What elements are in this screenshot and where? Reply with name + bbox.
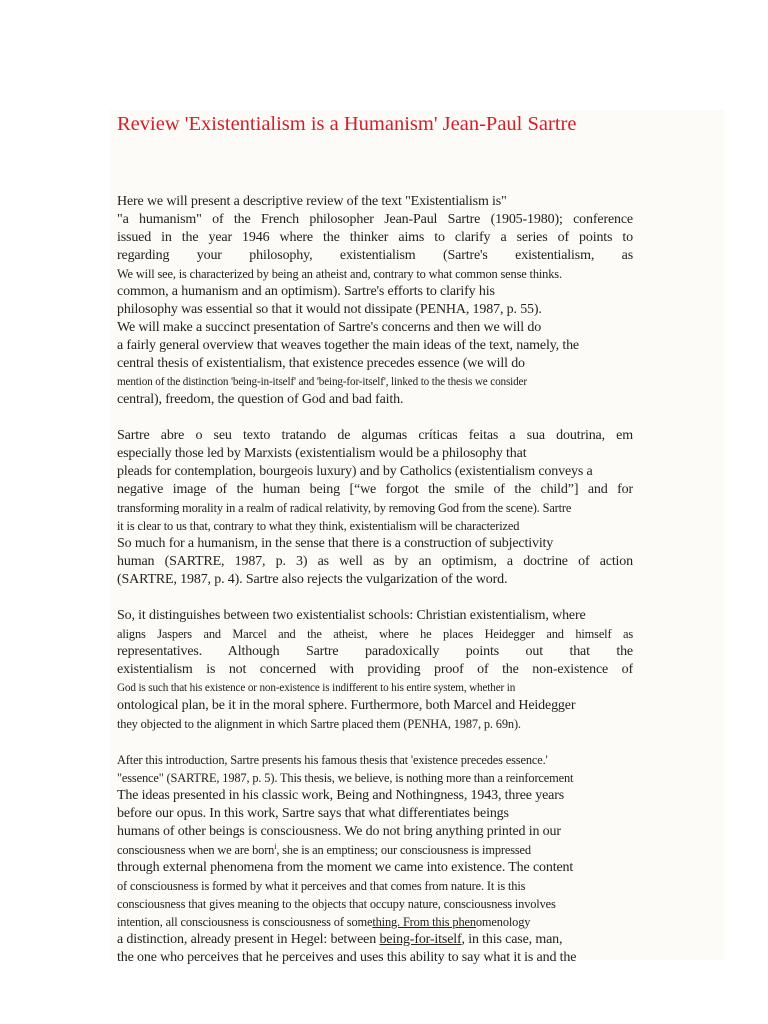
text-line: representatives. Although Sartre paradoxically points out that the	[117, 644, 633, 659]
text-segment: consciousness when we are born	[117, 843, 275, 857]
text-line: So much for a humanism, in the sense that there is a construction of subjectivity	[117, 536, 554, 551]
paragraph-4	[117, 751, 633, 967]
text-line: a fairly general overview that weaves together the main ideas of the text, namely, the	[117, 338, 579, 353]
text-line: The ideas presented in his classic work, Being and Nothingness, 1943, three years	[117, 788, 565, 803]
text-line	[117, 841, 633, 859]
text-line	[117, 931, 633, 949]
footnote-marker[interactable]: i	[274, 841, 277, 851]
text-line: regarding your philosophy, existentialism (Sartre's existentialism, as	[117, 248, 633, 263]
paragraph-3	[117, 607, 633, 733]
text-line: We will make a succinct presentation of Sartre's concerns and then we will do	[117, 320, 542, 335]
text-line: aligns Jaspers and Marcel and the atheist, where he places Heidegger and himself as	[117, 627, 633, 641]
text-line: before our opus. In this work, Sartre says that what differentiates beings	[117, 806, 509, 821]
text-line: After this introduction, Sartre presents his famous thesis that 'existence precedes essence.'	[117, 753, 548, 767]
underlined-text: being-for-itself	[379, 932, 462, 947]
text-line: God is such that his existence or non-existence is indifferent to his entire system, whether in	[117, 682, 516, 694]
text-line: negative image of the human being [“we forgot the smile of the child”] and for	[117, 482, 633, 497]
text-line: transforming morality in a realm of radical relativity, by removing God from the scene). Sartre	[117, 501, 572, 515]
text-line: existentialism is not concerned with providing proof of the non-existence of	[117, 662, 633, 677]
text-line: (SARTRE, 1987, p. 4). Sartre also rejects the vulgarization of the word.	[117, 572, 508, 587]
text-line: human (SARTRE, 1987, p. 3) as well as by an optimism, a doctrine of action	[117, 554, 633, 569]
text-line: So, it distinguishes between two existentialist schools: Christian existentialism, where	[117, 608, 586, 623]
text-line: it is clear to us that, contrary to what they think, existentialism will be characterized	[117, 519, 520, 533]
text-line: of consciousness is formed by what it perceives and that comes from nature. It is this	[117, 879, 526, 893]
paragraph-1	[117, 193, 633, 409]
underlined-text: thing. From this phen	[372, 915, 476, 929]
text-line: ontological plan, be it in the moral sphere. Furthermore, both Marcel and Heidegger	[117, 698, 576, 713]
text-line: mention of the distinction 'being-in-itself' and 'being-for-itself', linked to the thesis we consider	[117, 376, 527, 388]
document-title: Review 'Existentialism is a Humanism' Jean-Paul Sartre	[117, 113, 577, 135]
text-line	[117, 913, 633, 931]
text-line: "a humanism" of the French philosopher Jean-Paul Sartre (1905-1980); conference	[117, 212, 633, 227]
text-line: humans of other beings is consciousness. We do not bring anything printed in our	[117, 824, 561, 839]
text-line: We will see, is characterized by being an atheist and, contrary to what common sense thinks.	[117, 267, 562, 281]
text-line: common, a humanism and an optimism). Sartre's efforts to clarify his	[117, 284, 495, 299]
text-line: central), freedom, the question of God and bad faith.	[117, 392, 404, 407]
text-line: philosophy was essential so that it would not dissipate (PENHA, 1987, p. 55).	[117, 302, 542, 317]
text-line: Sartre abre o seu texto tratando de algumas críticas feitas a sua doutrina, em	[117, 428, 633, 443]
document-body	[117, 193, 633, 985]
text-line: issued in the year 1946 where the thinker aims to clarify a series of points to	[117, 230, 633, 245]
text-segment: a distinction, already present in Hegel: between	[117, 932, 380, 947]
text-line: "essence" (SARTRE, 1987, p. 5). This thesis, we believe, is nothing more than a reinforcement	[117, 771, 574, 785]
text-segment: , she is an emptiness; our consciousness is impressed	[276, 843, 531, 857]
text-line: consciousness that gives meaning to the objects that occupy nature, consciousness involves	[117, 897, 556, 911]
text-line: Here we will present a descriptive review of the text "Existentialism is"	[117, 194, 507, 209]
text-line: central thesis of existentialism, that existence precedes essence (we will do	[117, 356, 525, 371]
text-line: through external phenomena from the moment we came into existence. The content	[117, 860, 574, 875]
text-segment: , in this case, man,	[461, 932, 563, 947]
text-segment: omenology	[475, 915, 531, 929]
text-line: especially those led by Marxists (existentialism would be a philosophy that	[117, 446, 527, 461]
text-segment: intention, all consciousness is consciousness of some	[117, 915, 373, 929]
text-line: pleads for contemplation, bourgeois luxury) and by Catholics (existentialism conveys a	[117, 464, 593, 479]
paragraph-2	[117, 427, 633, 589]
text-line: the one who perceives that he perceives and uses this ability to say what it is and the	[117, 950, 577, 965]
text-line: they objected to the alignment in which Sartre placed them (PENHA, 1987, p. 69n).	[117, 717, 521, 731]
